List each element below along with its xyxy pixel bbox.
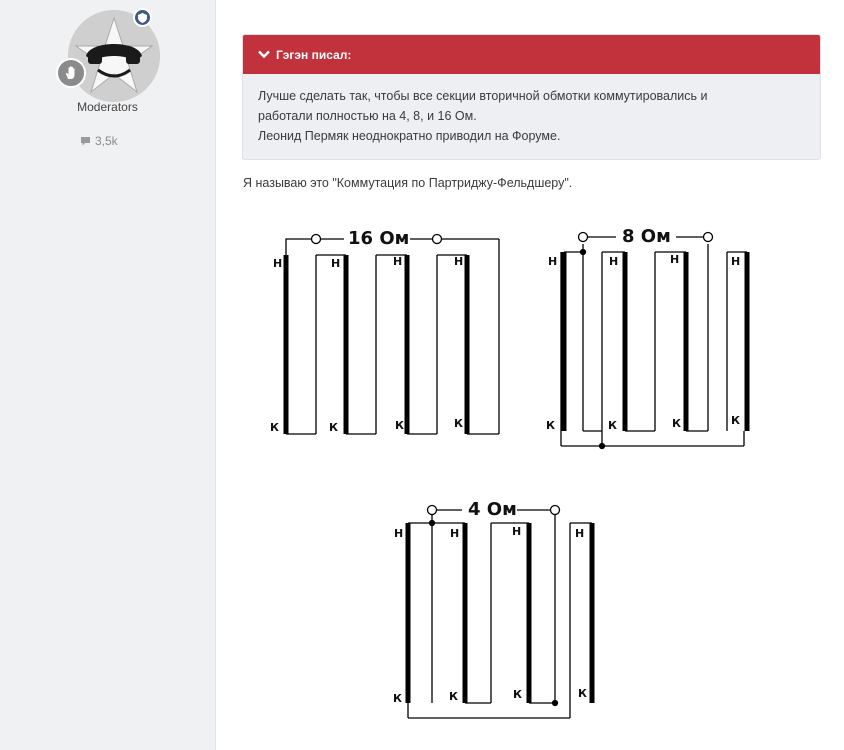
diagram-title: 16 Ом: [348, 228, 410, 249]
winding-label-end: К: [329, 421, 338, 434]
winding-label-end: К: [449, 690, 458, 703]
quote-line: Леонид Пермяк неоднократно приводил на Форуме.: [258, 129, 561, 143]
winding-label-end: К: [454, 417, 463, 430]
winding-label-end: К: [393, 692, 402, 705]
winding-label-end: К: [672, 417, 681, 430]
quote-line: Лучше сделать так, чтобы все секции вторичной обмотки коммутировались и: [258, 89, 708, 103]
diagram-4-ohm: [408, 506, 592, 719]
winding-label-start: Н: [575, 527, 585, 540]
winding-label-start: Н: [394, 527, 404, 540]
winding-label-end: К: [608, 419, 617, 432]
winding-label-end: К: [731, 414, 740, 427]
winding-label-start: Н: [512, 525, 522, 538]
diagram-title: 8 Ом: [622, 226, 671, 247]
winding-label-end: К: [270, 421, 279, 434]
quote-author: Гэгэн писал:: [276, 47, 352, 62]
winding-label-start: Н: [609, 255, 619, 268]
winding-label-end: К: [578, 687, 587, 700]
winding-label-start: Н: [548, 255, 558, 268]
winding-label-end: К: [513, 688, 522, 701]
winding-label-start: Н: [273, 257, 283, 270]
post-count-value: 3,5k: [95, 134, 118, 148]
winding-label-start: Н: [670, 253, 680, 266]
group-name: Moderators: [77, 100, 138, 114]
post-text: Я называю это "Коммутация по Партриджу-Фельдшеру".: [243, 176, 573, 190]
diagram-title: 4 Ом: [468, 499, 517, 520]
winding-label-start: Н: [331, 257, 341, 270]
winding-label-end: К: [395, 419, 404, 432]
quote-line: работали полностью на 4, 8, и 16 Ом.: [258, 109, 477, 123]
diagram-8-ohm: [561, 233, 747, 449]
winding-label-start: Н: [393, 255, 403, 268]
winding-label-start: Н: [731, 255, 741, 268]
winding-label-start: Н: [450, 527, 460, 540]
winding-label-start: Н: [454, 255, 464, 268]
winding-label-end: К: [546, 419, 555, 432]
